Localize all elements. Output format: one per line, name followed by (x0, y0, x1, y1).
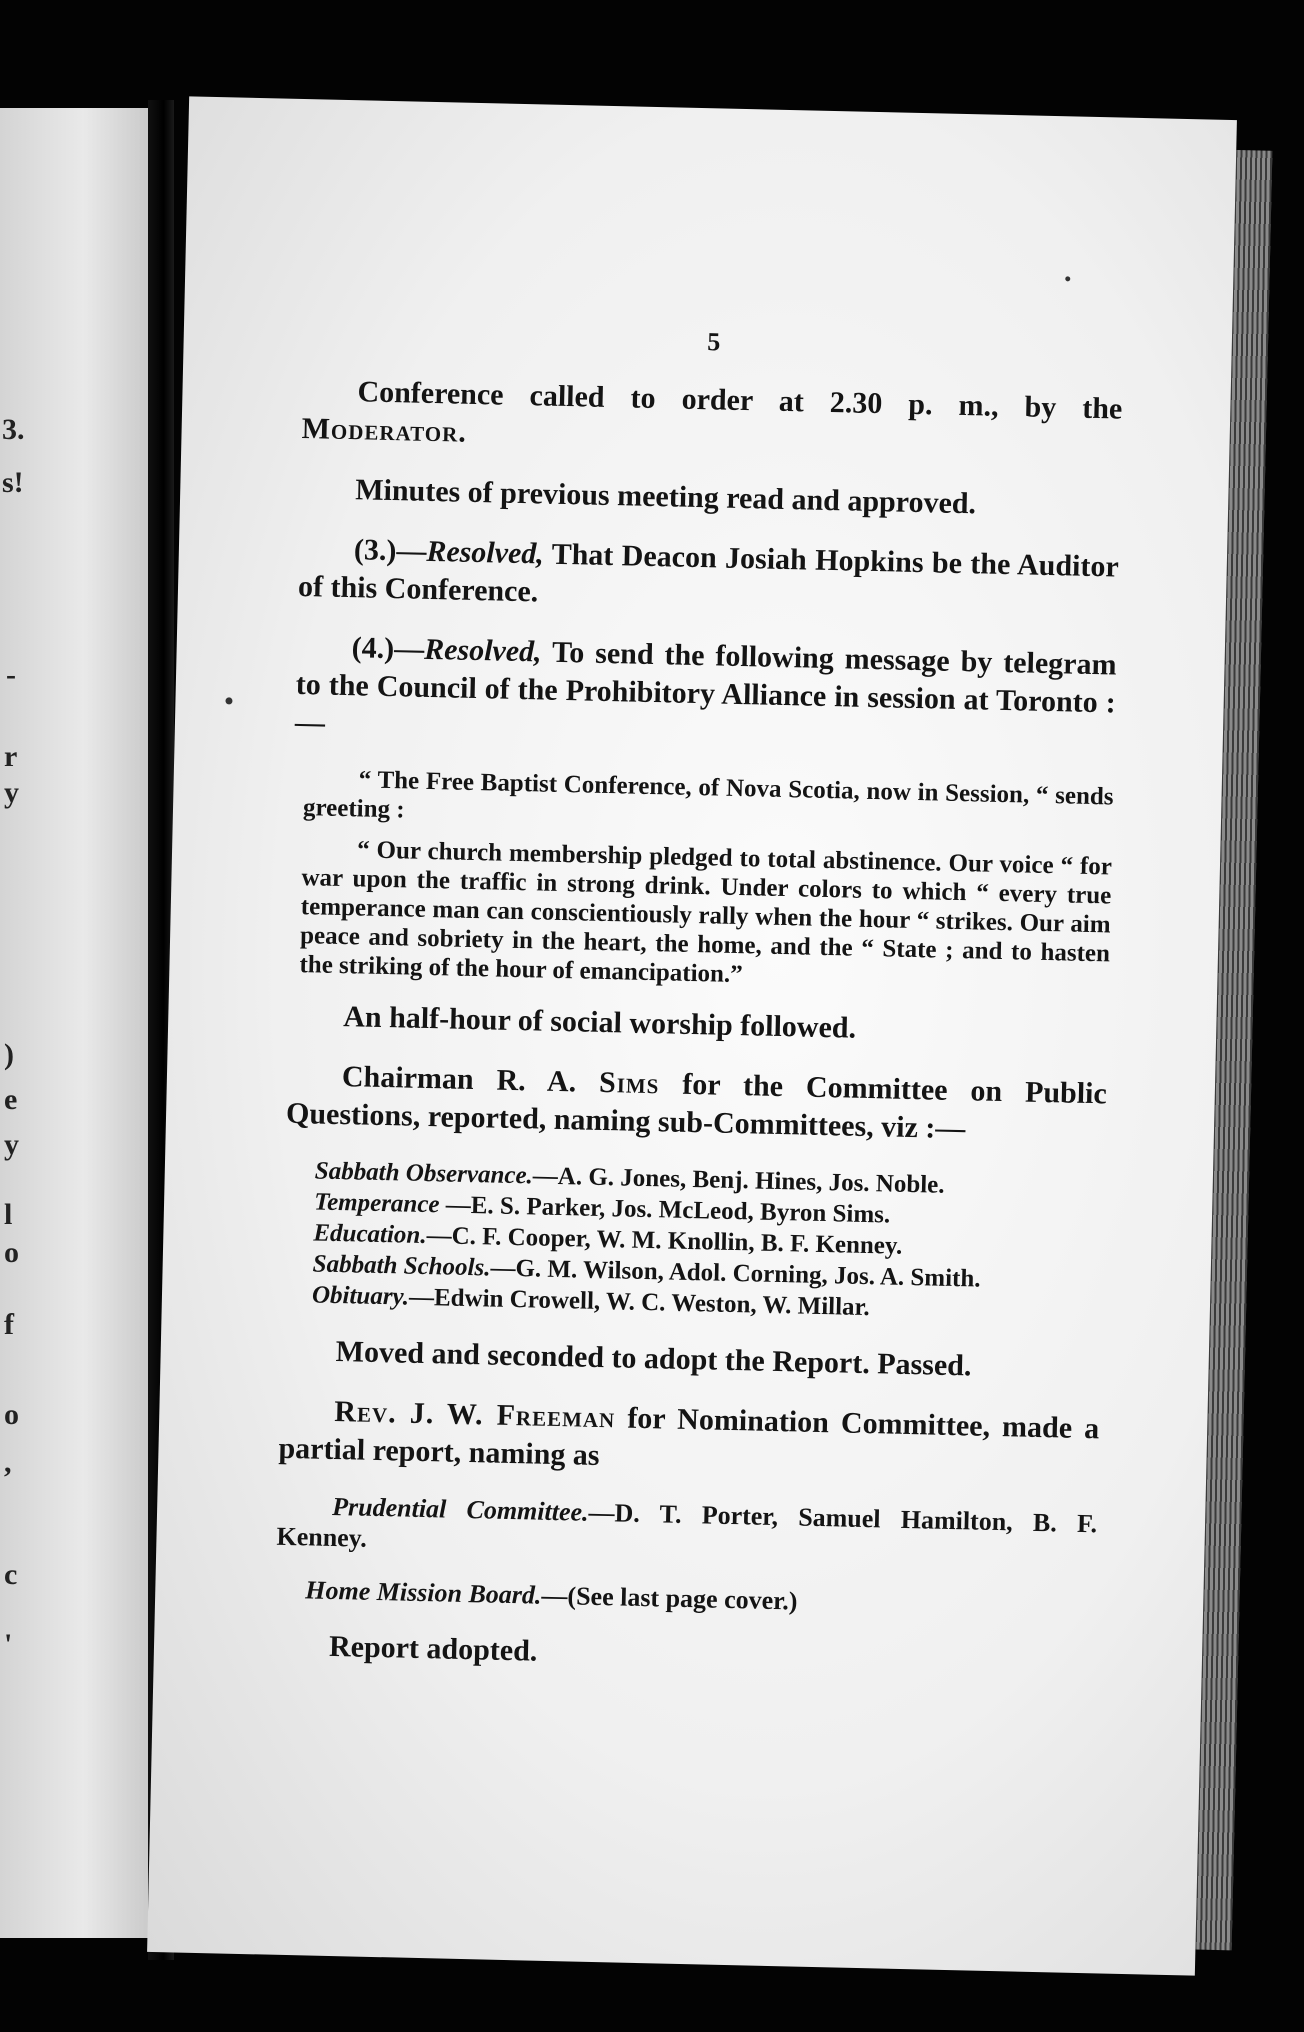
call-to-order-paragraph (301, 372, 1123, 467)
resolution-number: (3.)— (353, 533, 427, 568)
ink-speck (1065, 276, 1070, 281)
prudential-members: —D. T. Porter, Samuel Hamilton, B. F. Kenney. (276, 1497, 1098, 1553)
telegram-body: “ Our church membership pledged to total abstinence. Our voice “ for war upon the traffic in strong drink. Under colors to which “ every true temperance man can conscientiously rally when the hour “ strikes. Our aim peace and sobriety in the heart, the home, and the “ State ; and to hasten the striking of the hour of emancipation.” (299, 836, 1113, 989)
resolution-3 (298, 530, 1120, 625)
margin-fragment: r (4, 740, 18, 773)
page-text (273, 314, 1124, 1705)
subcommittee-label: Sabbath Observance. (314, 1157, 534, 1190)
margin-fragment: 3. (2, 413, 25, 446)
ink-speck (225, 697, 232, 704)
subcommittee-members: —A. G. Jones, Benj. Hines, Jos. Noble. (532, 1162, 945, 1199)
margin-fragment: y (4, 1128, 19, 1161)
moderator-name: Moderator. (301, 411, 468, 449)
chairman-name: Sims (598, 1065, 660, 1101)
margin-fragment: y (4, 776, 19, 809)
minutes-paragraph: Minutes of previous meeting read and approved. (354, 473, 977, 521)
freeman-name: Rev. J. W. Freeman (334, 1394, 616, 1435)
margin-fragment: s! (2, 466, 24, 499)
subcommittee-label: Sabbath Schools. (312, 1250, 491, 1282)
home-mission-board (275, 1574, 1095, 1624)
telegram-message (289, 764, 1114, 998)
home-mission-label: Home Mission Board. (305, 1575, 542, 1610)
nomination-paragraph (278, 1392, 1100, 1487)
subcommittee-members: —C. F. Cooper, W. M. Knollin, B. F. Kenney. (426, 1222, 903, 1260)
subcommittee-label: Obituary. (311, 1281, 410, 1311)
committee-report-text: for the Committee on Public Questions, reported, naming sub-Committees, viz :— (285, 1067, 1108, 1146)
prudential-committee (276, 1490, 1097, 1571)
report-passed-paragraph: Moved and seconded to adopt the Report. Passed. (335, 1335, 972, 1383)
subcommittee-label: Education. (313, 1219, 427, 1250)
margin-fragment: ' (4, 1628, 13, 1661)
resolution-text: That Deacon Josiah Hopkins be the Auditor of this Conference. (297, 537, 1120, 609)
subcommittee-members: —G. M. Wilson, Adol. Corning, Jos. A. Smith. (490, 1254, 981, 1293)
margin-fragment: , (4, 1446, 12, 1479)
facing-page-edge (0, 108, 152, 1938)
subcommittee-members: —E. S. Parker, Jos. McLeod, Byron Sims. (439, 1191, 891, 1229)
margin-fragment: ) (4, 1038, 14, 1071)
margin-fragment: f (4, 1308, 14, 1341)
nomination-text: for Nomination Committee, made a partial report, naming as (278, 1401, 1100, 1473)
home-mission-note: —(See last page cover.) (541, 1580, 798, 1616)
book-page (147, 96, 1237, 1975)
report-adopted-paragraph: Report adopted. (328, 1629, 538, 1668)
chairman-prefix: Chairman R. A. (341, 1060, 600, 1099)
margin-fragment: - (6, 658, 16, 691)
resolution-4 (295, 628, 1117, 761)
resolved-label: Resolved, (426, 534, 545, 571)
subcommittee-label: Temperance (313, 1188, 440, 1219)
prudential-label: Prudential Committee. (331, 1491, 589, 1527)
committee-report-paragraph (286, 1057, 1108, 1152)
telegram-greeting: “ The Free Baptist Conference, of Nova Scotia, now in Session, “ sends greeting : (302, 766, 1114, 824)
margin-fragment: o (4, 1398, 19, 1431)
subcommittee-members: —Edwin Crowell, W. C. Weston, W. Millar. (408, 1283, 870, 1322)
margin-fragment: c (4, 1558, 18, 1591)
margin-fragment: l (4, 1198, 13, 1231)
margin-fragment: e (4, 1083, 18, 1116)
margin-fragment: o (4, 1236, 19, 1269)
worship-paragraph: An half-hour of social worship followed. (342, 1000, 857, 1045)
subcommittee-list (312, 1155, 1105, 1328)
call-to-order-text: Conference called to order at 2.30 p. m., by the (357, 375, 1123, 426)
resolution-number: (4.)— (351, 631, 425, 666)
resolution-text: To send the following message by telegram to the Council of the Prohibitory Alliance in session at Toronto :— (294, 635, 1117, 740)
resolved-label: Resolved, (423, 632, 543, 669)
page-number: 5 (706, 327, 721, 357)
